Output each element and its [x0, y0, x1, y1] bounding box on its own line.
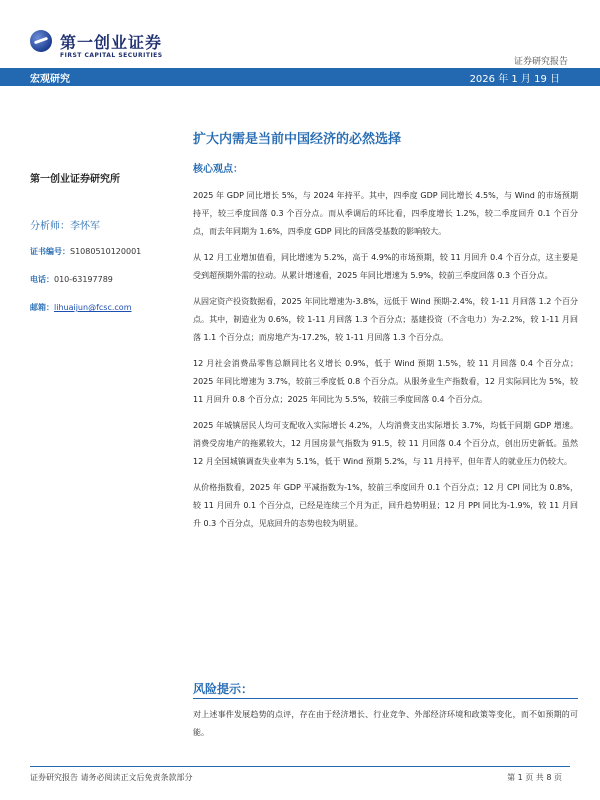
email-label: 邮箱： [30, 303, 54, 312]
paragraph-investment: 从固定资产投资数据看，2025 年同比增速为-3.8%，远低于 Wind 预期-2.4%，较 1-11 月回落 1.2 个百分点。其中，制造业为 0.6%，较 1-11 月回落 1.3 个百分点；基建投资（不含电力）为-2.2%，较 1-11 月回落 1.1 个百分点；而房地产为-17.2%，较 1-11 月回落 1.3 个百分点。 [193, 297, 578, 342]
page-title: 扩大内需是当前中国经济的必然选择 [193, 132, 402, 147]
phone-label: 电话： [30, 275, 54, 284]
analyst-label: 分析师： [30, 221, 70, 232]
footer-divider [30, 766, 570, 767]
report-date: 2026 年 1 月 19 日 [469, 74, 560, 85]
analyst-name: 李怀军 [70, 221, 100, 232]
email-link[interactable]: lihuaijun@fcsc.com [54, 303, 132, 312]
footer-disclaimer: 证券研究报告 请务必阅读正文后免责条款部分 [30, 773, 193, 782]
paragraph-prices: 从价格指数看，2025 年 GDP 平减指数为-1%，较前三季度回升 0.1 个百分点；12 月 CPI 同比为 0.8%，较 11 月回升 0.1 个百分点，已经是连续三个月为正，回升趋势明显；12 月 PPI 同比为-1.9%，较 11 月回升 0.3 个百分点，见底回升的态势也较为明显。 [193, 483, 578, 528]
company-logo-icon [30, 30, 52, 52]
institute-name: 第一创业证券研究所 [30, 174, 120, 185]
core-view-heading: 核心观点： [193, 164, 243, 175]
main-content [193, 160, 578, 541]
author-sidebar [30, 170, 180, 330]
paragraph-industry: 从 12 月工业增加值看，同比增速为 5.2%，高于 4.9%的市场预期，较 11 月回升 0.4 个百分点，这主要是受到超预期外需的拉动。从累计增速看，2025 年同比增速为 5.9%，较前三季度回落 0.3 个百分点。 [193, 253, 578, 280]
paragraph-gdp: 2025 年 GDP 同比增长 5%，与 2024 年持平。其中，四季度 GDP 同比增长 4.5%，与 Wind 的市场预期持平，较三季度回落 0.3 个百分点。而从季调后的环比看，四季度增长 1.2%，较二季度回升 0.1 个百分点，而去年同期为 1.6%，四季度 GDP 同比的回落受基数的影响较大。 [193, 191, 578, 236]
phone-line [30, 274, 180, 285]
logo-subtitle: FIRST CAPITAL SECURITIES [60, 52, 163, 59]
paragraph-income: 2025 年城镇居民人均可支配收入实际增长 4.2%，人均消费支出实际增长 3.7%，均低于同期 GDP 增速。消费受房地产的拖累较大，12 月国房景气指数为 91.5，较 11 月回落 0.4 个百分点，创出历史新低。虽然 12 月全国城镇调查失业率为 5.1%，低于 Wind 预期 5.2%，与 11 月持平，但年青人的就业压力仍较大。 [193, 421, 578, 466]
risk-heading: 风险提示： [193, 682, 254, 696]
paragraph-retail: 12 月社会消费品零售总额同比名义增长 0.9%，低于 Wind 预期 1.5%，较 11 月回落 0.4 个百分点；2025 年同比增速为 3.7%，较前三季度低 0.8 个百分点。从服务业生产指数看，12 月实际同比为 5%，较 11 月回升 0.8 个百分点；2025 年同比为 5.5%，较前三季度回落 0.4 个百分点。 [193, 359, 578, 404]
cert-value: S1080510120001 [70, 247, 142, 256]
phone-value: 010-63197789 [54, 275, 113, 284]
page-number: 第 1 页 共 8 页 [507, 773, 562, 782]
risk-text: 对上述事件发展趋势的点评，存在由于经济增长、行业竞争、外部经济环境和政策等变化，而不如预期的可能。 [193, 710, 578, 737]
logo-text: 第一创业证券 [60, 33, 163, 52]
cert-label: 证书编号： [30, 247, 70, 256]
report-type: 证券研究报告 [513, 57, 568, 67]
report-category: 宏观研究 [30, 74, 70, 85]
page-header [0, 0, 600, 70]
risk-divider [193, 698, 578, 699]
category-band [0, 68, 600, 86]
cert-line [30, 246, 180, 257]
email-line [30, 302, 180, 313]
analyst-line [30, 217, 180, 232]
